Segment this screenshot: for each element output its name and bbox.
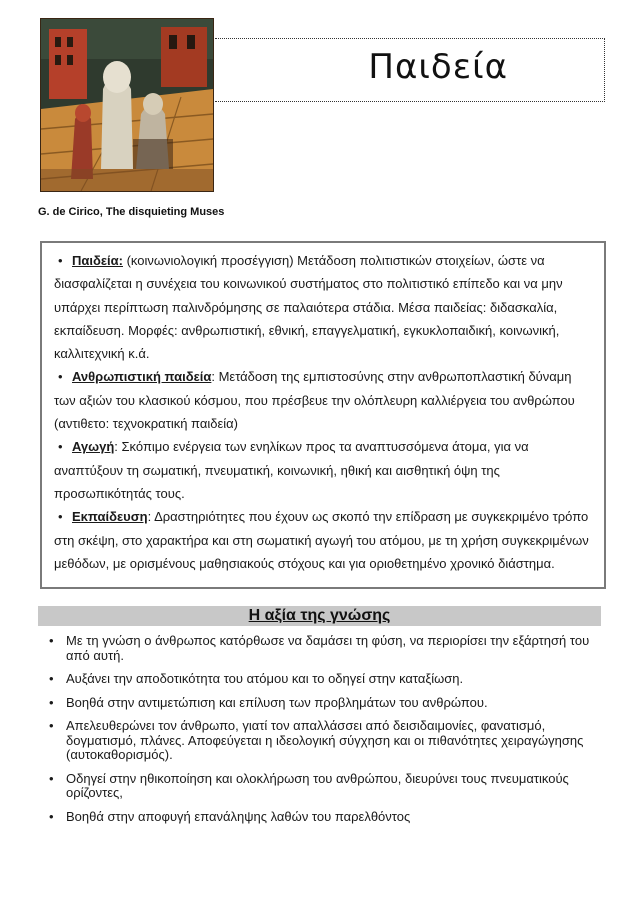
bullet: • bbox=[58, 509, 63, 525]
list-item-text: Βοηθά στην αποφυγή επανάληψης λαθών του παρελθόντος bbox=[66, 808, 411, 824]
bullet: • bbox=[49, 633, 54, 648]
definition-humanist-paideia bbox=[54, 365, 596, 435]
definition-term: Αγωγή bbox=[72, 439, 115, 455]
definition-text: : Μετάδοση της εμπιστοσύνης στην ανθρωποπλαστική δύναμη των αξιών του κλασικού κόσμου, που πρέσβευε την ολόπλευρη καλλιέργεια του ανθρώπου (αντιθετο: τεχνοκρατική παιδεία) bbox=[54, 369, 575, 432]
title-box bbox=[215, 38, 605, 102]
list-item bbox=[38, 810, 598, 825]
list-item bbox=[38, 696, 598, 711]
definition-term: Εκπαίδευση bbox=[72, 509, 148, 525]
definition-text: (κοινωνιολογική προσέγγιση) Μετάδοση πολιτιστικών στοιχείων, ώστε να διασφαλίζεται η συνέχεια του κοινωνικού συστήματος στο πολιτιστικό επίπεδο και να μην υπάρχει περίπτωση παλινδρόμησης σε παλαιότερα στάδια. Μέσα παιδείας: διδασκαλία, εκπαίδευση. Μορφές: ανθρωπιστική, εθνική, επαγγελματική, εγκυκλοπαιδική, κοινωνική, καλλιτεχνική κ.ά. bbox=[54, 253, 563, 362]
bullet: • bbox=[49, 808, 54, 824]
definition-term: Ανθρωπιστική παιδεία bbox=[72, 369, 212, 385]
bullet: • bbox=[58, 439, 63, 455]
definition-agogi bbox=[54, 435, 596, 505]
definition-text: : Σκόπιμο ενέργεια των ενηλίκων προς τα αναπτυσσόμενα άτομα, για να αναπτύξουν τη σωματική, πνευματική, κοινωνική, ηθική και αισθητική όψη της προσωπικότητάς τους. bbox=[54, 439, 529, 501]
definition-term: Παιδεία: bbox=[72, 253, 123, 268]
page-title: Παιδεία bbox=[368, 47, 508, 87]
list-item bbox=[38, 719, 598, 763]
section-title: Η αξία της γνώσης bbox=[248, 607, 391, 624]
definition-text: : Δραστηριότητες που έχουν ως σκοπό την επίδραση με συγκεκριμένο τρόπο στη σκέψη, στο χαρακτήρα και στη σωματική αγωγή του ατόμου, με τη χρήση συγκεκριμένων μεθόδων, με ορισμένους μαθησιακούς στόχους και για οριοθετημένο χρονικό διάστημα. bbox=[54, 509, 589, 571]
painting-image bbox=[40, 18, 214, 192]
bullet: • bbox=[49, 770, 54, 786]
bullet: • bbox=[49, 671, 54, 686]
list-item-text: Με τη γνώση ο άνθρωπος κατόρθωσε να δαμάσει τη φύση, να περιορίσει την εξάρτησή του από αυτή. bbox=[66, 633, 590, 663]
list-item-text: Απελευθερώνει τον άνθρωπο, γιατί τον απαλλάσσει από δεισιδαιμονίες, φανατισμό, δογματισμό, πλάνες. Αποφεύγεται η ιδεολογική σύγχηση και οι πιθανότητες χειραγώγησης (αυτοκαθορισμός). bbox=[66, 718, 584, 762]
painting-caption: G. de Cirico, The disquieting Muses bbox=[38, 206, 225, 218]
list-item bbox=[38, 672, 598, 687]
definitions-box bbox=[40, 241, 606, 589]
bullet: • bbox=[58, 253, 63, 268]
knowledge-value-list bbox=[38, 634, 598, 833]
bullet: • bbox=[49, 694, 54, 710]
list-item bbox=[38, 634, 598, 663]
list-item-text: Οδηγεί στην ηθικοποίηση και ολοκλήρωση του ανθρώπου, διευρύνει τους πνευματικούς ορίζοντες, bbox=[66, 770, 569, 800]
definition-paideia bbox=[54, 249, 596, 365]
list-item-text: Βοηθά στην αντιμετώπιση και επίλυση των προβλημάτων του ανθρώπου. bbox=[66, 694, 488, 710]
definition-ekpaidefsi bbox=[54, 505, 596, 575]
disquieting-muses-illustration bbox=[41, 19, 213, 191]
list-item-text: Αυξάνει την αποδοτικότητα του ατόμου και το οδηγεί στην καταξίωση. bbox=[66, 671, 464, 686]
bullet: • bbox=[49, 718, 54, 733]
bullet: • bbox=[58, 369, 63, 385]
list-item bbox=[38, 772, 598, 801]
section-heading-bar bbox=[38, 606, 601, 626]
